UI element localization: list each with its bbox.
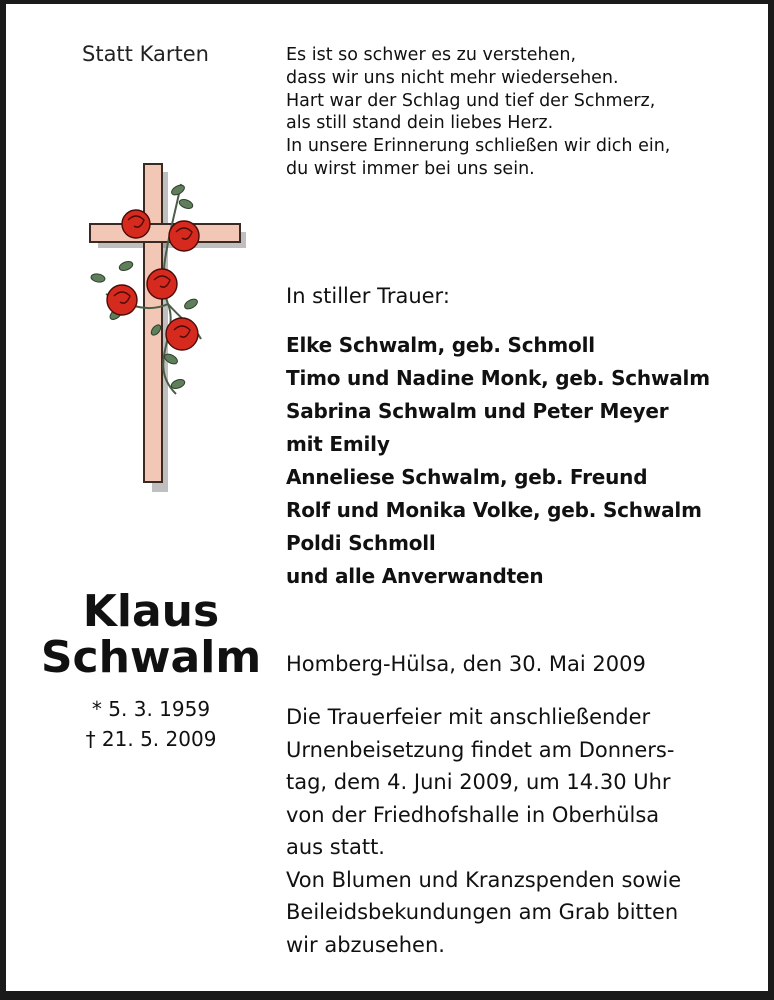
mourner-line: Rolf und Monika Volke, geb. Schwalm (286, 498, 702, 522)
mourners-list (286, 329, 710, 593)
place-and-date: Homberg-Hülsa, den 30. Mai 2009 (286, 652, 646, 676)
deceased-last-name: Schwalm (40, 632, 262, 683)
funeral-notice (286, 701, 681, 961)
notice-line: Von Blumen und Kranzspenden sowie (286, 867, 682, 892)
mourner-line: Poldi Schmoll (286, 531, 436, 555)
poem (286, 44, 670, 181)
deceased-first-name: Klaus (82, 586, 220, 637)
mourner-line: Anneliese Schwalm, geb. Freund (286, 465, 648, 489)
poem-line: dass wir uns nicht mehr wiedersehen. (286, 67, 619, 88)
birth-date: * 5. 3. 1959 (91, 697, 211, 721)
life-dates (26, 694, 276, 754)
mourner-line: mit Emily (286, 432, 390, 456)
cross-with-roses-icon (86, 154, 246, 494)
death-date: † 21. 5. 2009 (85, 727, 217, 751)
poem-line: In unsere Erinnerung schließen wir dich ein, (286, 136, 671, 157)
poem-line: als still stand dein liebes Herz. (286, 113, 554, 134)
mourner-line: und alle Anverwandten (286, 564, 544, 588)
notice-line: tag, dem 4. Juni 2009, um 14.30 Uhr (286, 770, 671, 794)
in-stiller-trauer-label: In stiller Trauer: (286, 284, 450, 308)
notice-line: aus statt. (286, 835, 385, 859)
statt-karten-label: Statt Karten (82, 42, 209, 66)
mourner-line: Elke Schwalm, geb. Schmoll (286, 333, 595, 357)
notice-line: von der Friedhofshalle in Oberhülsa (286, 802, 660, 827)
notice-line: Urnenbeisetzung findet am Donners- (286, 737, 675, 762)
deceased-name (26, 586, 276, 683)
poem-line: Hart war der Schlag und tief der Schmerz, (286, 90, 656, 111)
notice-line: wir abzusehen. (286, 932, 445, 957)
poem-line: Es ist so schwer es zu verstehen, (286, 45, 577, 65)
notice-line: Die Trauerfeier mit anschließender (286, 705, 651, 729)
mourner-line: Sabrina Schwalm und Peter Meyer (286, 399, 669, 423)
mourner-line: Timo und Nadine Monk, geb. Schwalm (286, 366, 710, 390)
poem-line: du wirst immer bei uns sein. (286, 158, 535, 179)
notice-line: Beileidsbekundungen am Grab bitten (286, 900, 679, 924)
